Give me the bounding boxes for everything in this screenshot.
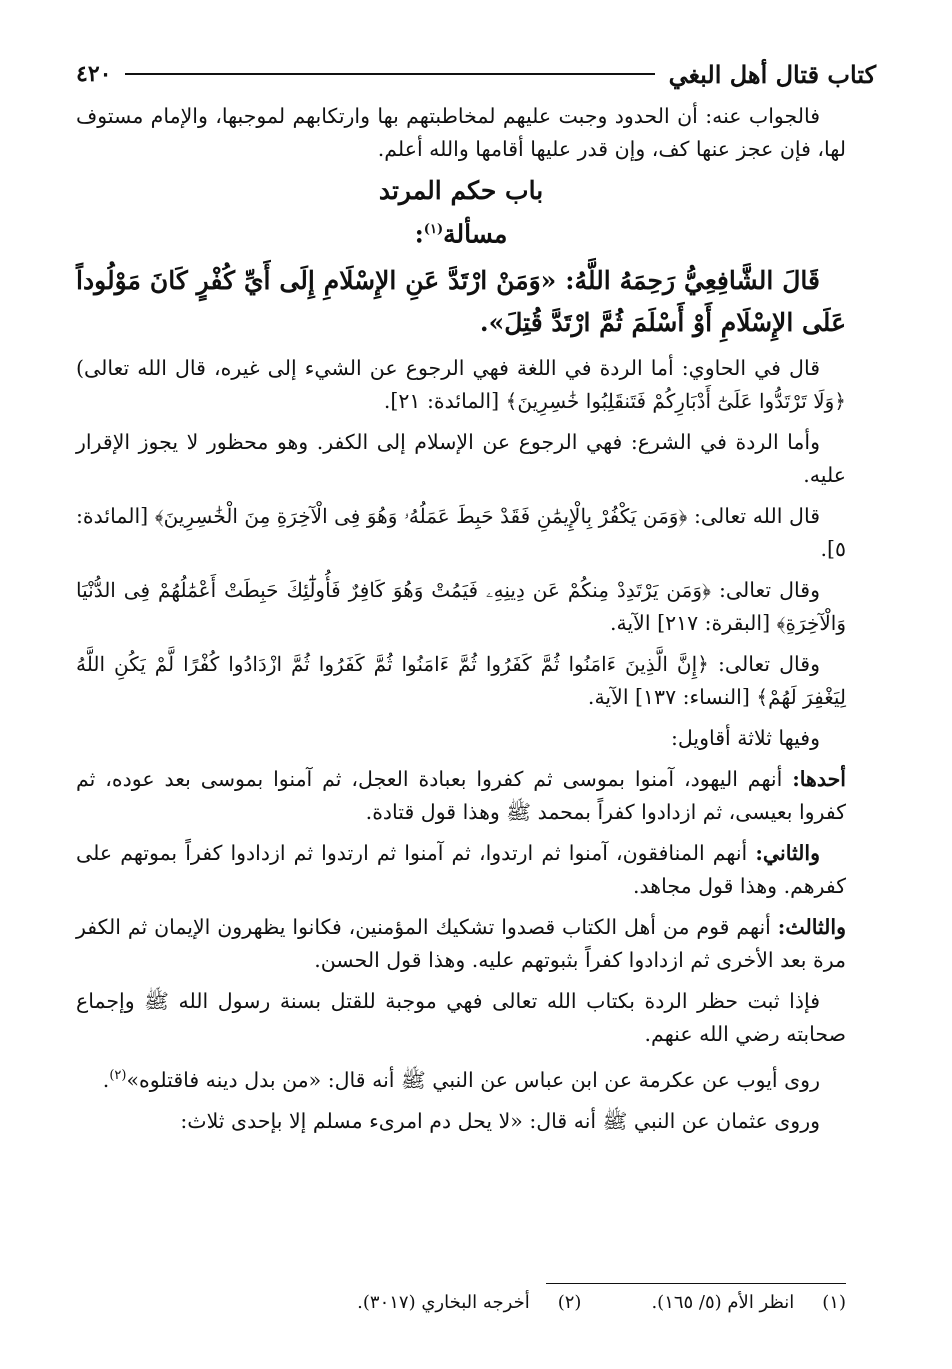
verse-reference: [المائدة: ٢١].	[383, 389, 500, 414]
page-header	[76, 54, 876, 94]
footnote-2	[357, 1292, 581, 1326]
opinion-text: أنهم المنافقون، آمنوا ثم ارتدوا، ثم آمنوا ثم ارتدوا ثم ازدادوا كفراً بموتهم على كفرهم. وهذا قول مجاهد.	[76, 841, 846, 899]
paragraph-shar: وأما الردة في الشرع: فهي الرجوع عن الإسلام إلى الكفر. وهو محظور لا يجوز الإقرار عليه.	[76, 430, 846, 488]
footnote-number: (٢)	[557, 1292, 582, 1313]
matn-text: قَالَ الشَّافِعِيُّ رَحِمَهُ اللَّهُ: «وَمَنْ ارْتَدَّ عَنِ الإِسْلَامِ إِلَى أَيِّ كُفْرٍ كَانَ مَوْلُوداً عَلَى الإِسْلَامِ أَوْ أَسْلَمَ ثُمَّ ارْتَدَّ قُتِلَ».	[76, 266, 846, 338]
running-title: كتاب قتال أهل البغي	[668, 59, 876, 89]
paragraph-ruling: فإذا ثبت حظر الردة بكتاب الله تعالى فهي موجبة للقتل بسنة رسول الله ﷺ وإجماع صحابته رضي الله عنهم.	[76, 989, 846, 1047]
opinion-third	[76, 911, 846, 977]
opinion-lead: أحدها:	[792, 767, 846, 792]
quran-verse: ﴿وَمَن يَكْفُرْ بِالْإِيمَٰنِ فَقَدْ حَبِطَ عَمَلُهُۥ وَهُوَ فِى الْآخِرَةِ مِنَ الْخَٰسِرِينَ﴾	[154, 504, 688, 529]
verse-reference: [البقرة: ٢١٧] الآية.	[609, 611, 771, 636]
issue-title-text: مسألة	[443, 219, 508, 249]
paragraph-verse-3	[76, 648, 846, 714]
footnote-text: أخرجه البخاري (٣٠١٧).	[357, 1292, 530, 1313]
quran-verse: ﴿وَلَا تَرْتَدُّوا عَلَىٰٓ أَدْبَارِكُمْ فَتَنقَلِبُوا خَٰسِرِينَ﴾	[505, 389, 846, 414]
footnote-ref-2[interactable]: (٢)	[109, 1068, 127, 1084]
paragraph-text: قال الله تعالى:	[693, 504, 820, 529]
footnote-number: (١)	[822, 1292, 846, 1313]
paragraph-hadith-1	[76, 1059, 846, 1097]
footnote-1	[651, 1292, 846, 1326]
paragraph-verse-2	[76, 574, 846, 640]
opinion-lead: والثالث:	[777, 915, 846, 940]
page-body	[76, 100, 846, 1146]
chapter-title: باب حكم المرتد	[378, 176, 544, 205]
issue-title	[76, 213, 846, 250]
quran-verse: ﴿إِنَّ الَّذِينَ ءَامَنُوا ثُمَّ كَفَرُوا ثُمَّ ءَامَنُوا ثُمَّ كَفَرُوا ثُمَّ ازْدَادُوا كُفْرًا لَّمْ يَكُنِ اللَّهُ لِيَغْفِرَ لَهُمْ﴾	[76, 652, 846, 710]
answer-paragraph: فالجواب عنه: أن الحدود وجبت عليهم لمخاطبتهم بها وارتكابهم لموجبها، والإمام مستوف لها، فإن عجز عنها كف، وإن قدر عليها أقامها والله أعلم.	[76, 104, 846, 161]
footnote-ref-1[interactable]: (١)	[423, 222, 444, 237]
footnote-text: انظر الأم (٥/ ١٦٥).	[651, 1292, 795, 1313]
opinion-first	[76, 763, 846, 829]
issue-title-colon: :	[414, 219, 424, 249]
opinion-lead: والثاني:	[755, 841, 820, 866]
footnotes	[76, 1292, 846, 1326]
opinion-text: أنهم قوم من أهل الكتاب قصدوا تشكيك المؤمنين، فكانوا يظهرون الإيمان ثم الكفر مرة بعد الأخرى ثم ازدادوا كفراً بثبوتهم عليه. وهذا قول الحسن.	[76, 915, 846, 973]
paragraph-hadith-2: وروى عثمان عن النبي ﷺ أنه قال: «لا يحل دم امرىء مسلم إلا بإحدى ثلاث:	[180, 1109, 820, 1134]
paragraph-lughah	[76, 352, 846, 418]
paragraph-text: قال في الحاوي: أما الردة في اللغة فهي الرجوع عن الشيء إلى غيره، قال الله تعالى)	[76, 356, 820, 381]
verse-reference: [المائدة: ٥].	[76, 504, 846, 562]
opinion-second	[76, 837, 846, 903]
opinion-text: أنهم اليهود، آمنوا بموسى ثم كفروا بعبادة العجل، ثم آمنوا بموسى بعد عوده، ثم كفروا بعيسى، ثم ازدادوا كفراً بمحمد ﷺ وهذا قول قتادة.	[76, 767, 846, 825]
paragraph-opinions-intro: وفيها ثلاثة أقاويل:	[670, 726, 820, 751]
hadith-end: .	[102, 1068, 110, 1093]
quran-verse: ﴿وَمَن يَرْتَدِدْ مِنكُمْ عَن دِينِهِۦ فَيَمُتْ وَهُوَ كَافِرٌ فَأُولَٰٓئِكَ حَبِطَتْ أَعْمَٰلُهُمْ فِى الدُّنْيَا وَالْآخِرَةِ﴾	[76, 578, 846, 636]
verse-reference: [النساء: ١٣٧] الآية.	[587, 685, 750, 710]
paragraph-text: وقال تعالى:	[718, 578, 820, 603]
page-number: ٤٢٠	[76, 61, 112, 87]
header-rule	[125, 73, 654, 75]
hadith-text: روى أيوب عن عكرمة عن ابن عباس عن النبي ﷺ أنه قال: «من بدل دينه فاقتلوه»	[126, 1068, 820, 1093]
paragraph-verse-1	[76, 500, 846, 566]
paragraph-text: وقال تعالى:	[717, 652, 820, 677]
footnote-rule	[546, 1283, 846, 1284]
